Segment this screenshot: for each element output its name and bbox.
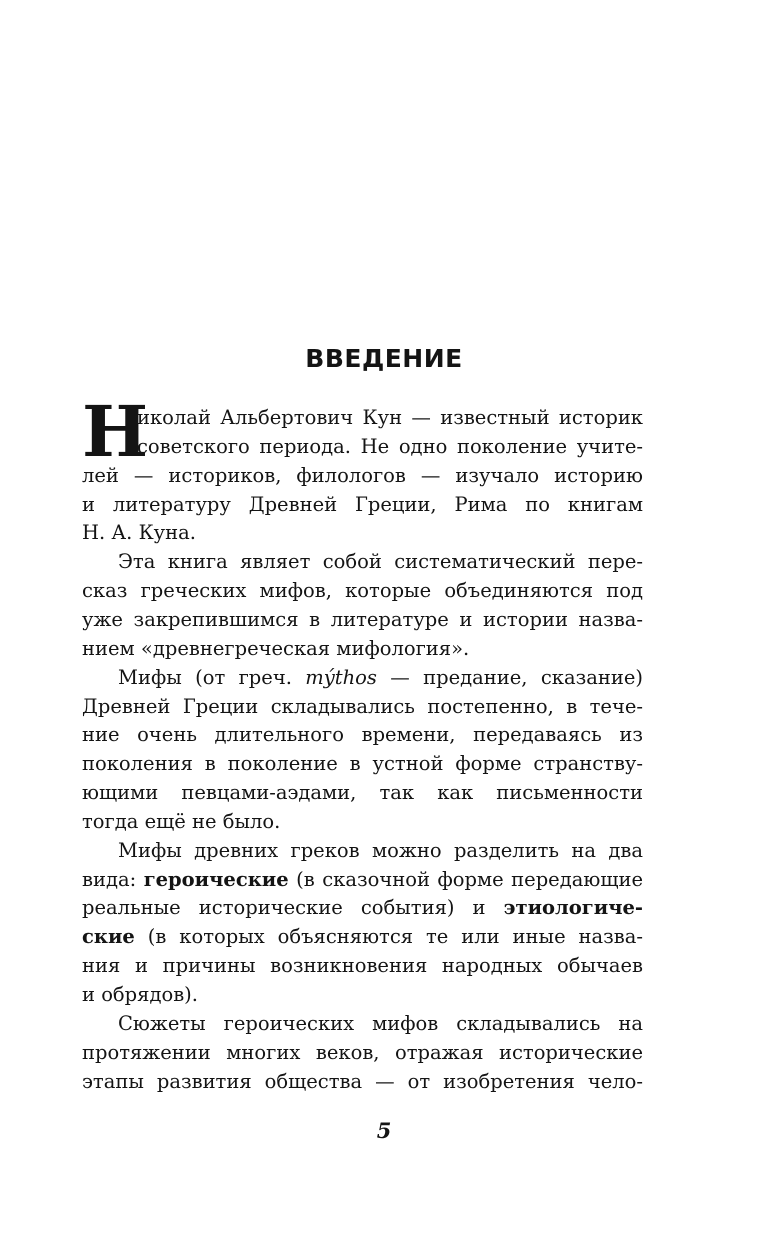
drop-cap: Н [82, 390, 149, 473]
text-span: иколай Альбертович Кун — известный историк [137, 406, 643, 429]
text-line [137, 432, 643, 461]
bold-text: этиологиче- [503, 896, 643, 920]
text-span: Н. А. Куна. [82, 521, 196, 545]
text-line [82, 778, 643, 807]
text-span: Мифы древних греков можно разделить на два [118, 838, 643, 862]
text-line [118, 663, 643, 692]
bold-text: ские [82, 925, 135, 949]
text-span: (в сказочной форме передающие [288, 867, 643, 891]
text-line [82, 749, 643, 778]
text-span: советского периода. Не одно поколение учите- [137, 434, 643, 458]
text-span: лей — историков, филологов — изучало историю [82, 463, 643, 487]
text-span: нием «древнегреческая мифология». [82, 636, 470, 660]
bold-text: героические [143, 867, 289, 891]
text-line [82, 605, 643, 634]
text-span: тогда ещё не было. [82, 809, 281, 833]
text-line [82, 951, 643, 980]
text-line [82, 634, 643, 663]
text-line [82, 980, 643, 1009]
text-line [82, 807, 643, 836]
text-span: вида: [82, 867, 144, 891]
text-line [82, 893, 643, 922]
text-line [82, 692, 643, 721]
text-line [82, 865, 643, 894]
text-span: уже закрепившимся в литературе и истории назва- [82, 607, 643, 631]
text-span: поколения в поколение в устной форме странству- [82, 752, 643, 776]
italic-text: mýthos [305, 665, 377, 689]
text-line [82, 1038, 643, 1067]
text-line [82, 1067, 643, 1096]
text-line [82, 490, 643, 519]
chapter-title: ВВЕДЕНИЕ [305, 344, 463, 373]
text-span: протяжении многих веков, отражая исторические [82, 1040, 643, 1064]
text-span: (в которых объясняются те или иные назва- [134, 925, 643, 949]
text-line [82, 461, 643, 490]
text-span: Сюжеты героических мифов складывались на [118, 1011, 643, 1035]
text-span: и литературу Древней Греции, Рима по книгам [82, 492, 643, 516]
text-span: ющими певцами-аэдами, так как письменности [82, 781, 643, 805]
text-span: — предание, сказание) [376, 665, 643, 689]
text-line [137, 403, 643, 432]
text-span: Мифы (от греч. [118, 665, 306, 689]
text-line [118, 836, 643, 865]
text-span: ния и причины возникновения народных обычаев [82, 954, 643, 978]
text-span: этапы развития общества — от изобретения чело- [82, 1069, 643, 1093]
text-line [82, 518, 643, 547]
text-line [82, 576, 643, 605]
text-line [82, 922, 643, 951]
text-line [118, 547, 643, 576]
text-span: реальные исторические события) и [82, 896, 504, 920]
text-span: Древней Греции складывались постепенно, в тече- [82, 694, 643, 718]
text-span: сказ греческих мифов, которые объединяются под [82, 579, 643, 603]
page-number: 5 [376, 1118, 392, 1143]
text-line [118, 1009, 643, 1038]
text-line [82, 720, 643, 749]
text-span: и обрядов). [82, 983, 198, 1006]
text-span: Эта книга являет собой систематический пере- [118, 550, 643, 574]
text-span: ние очень длительного времени, передаваясь из [82, 723, 643, 747]
